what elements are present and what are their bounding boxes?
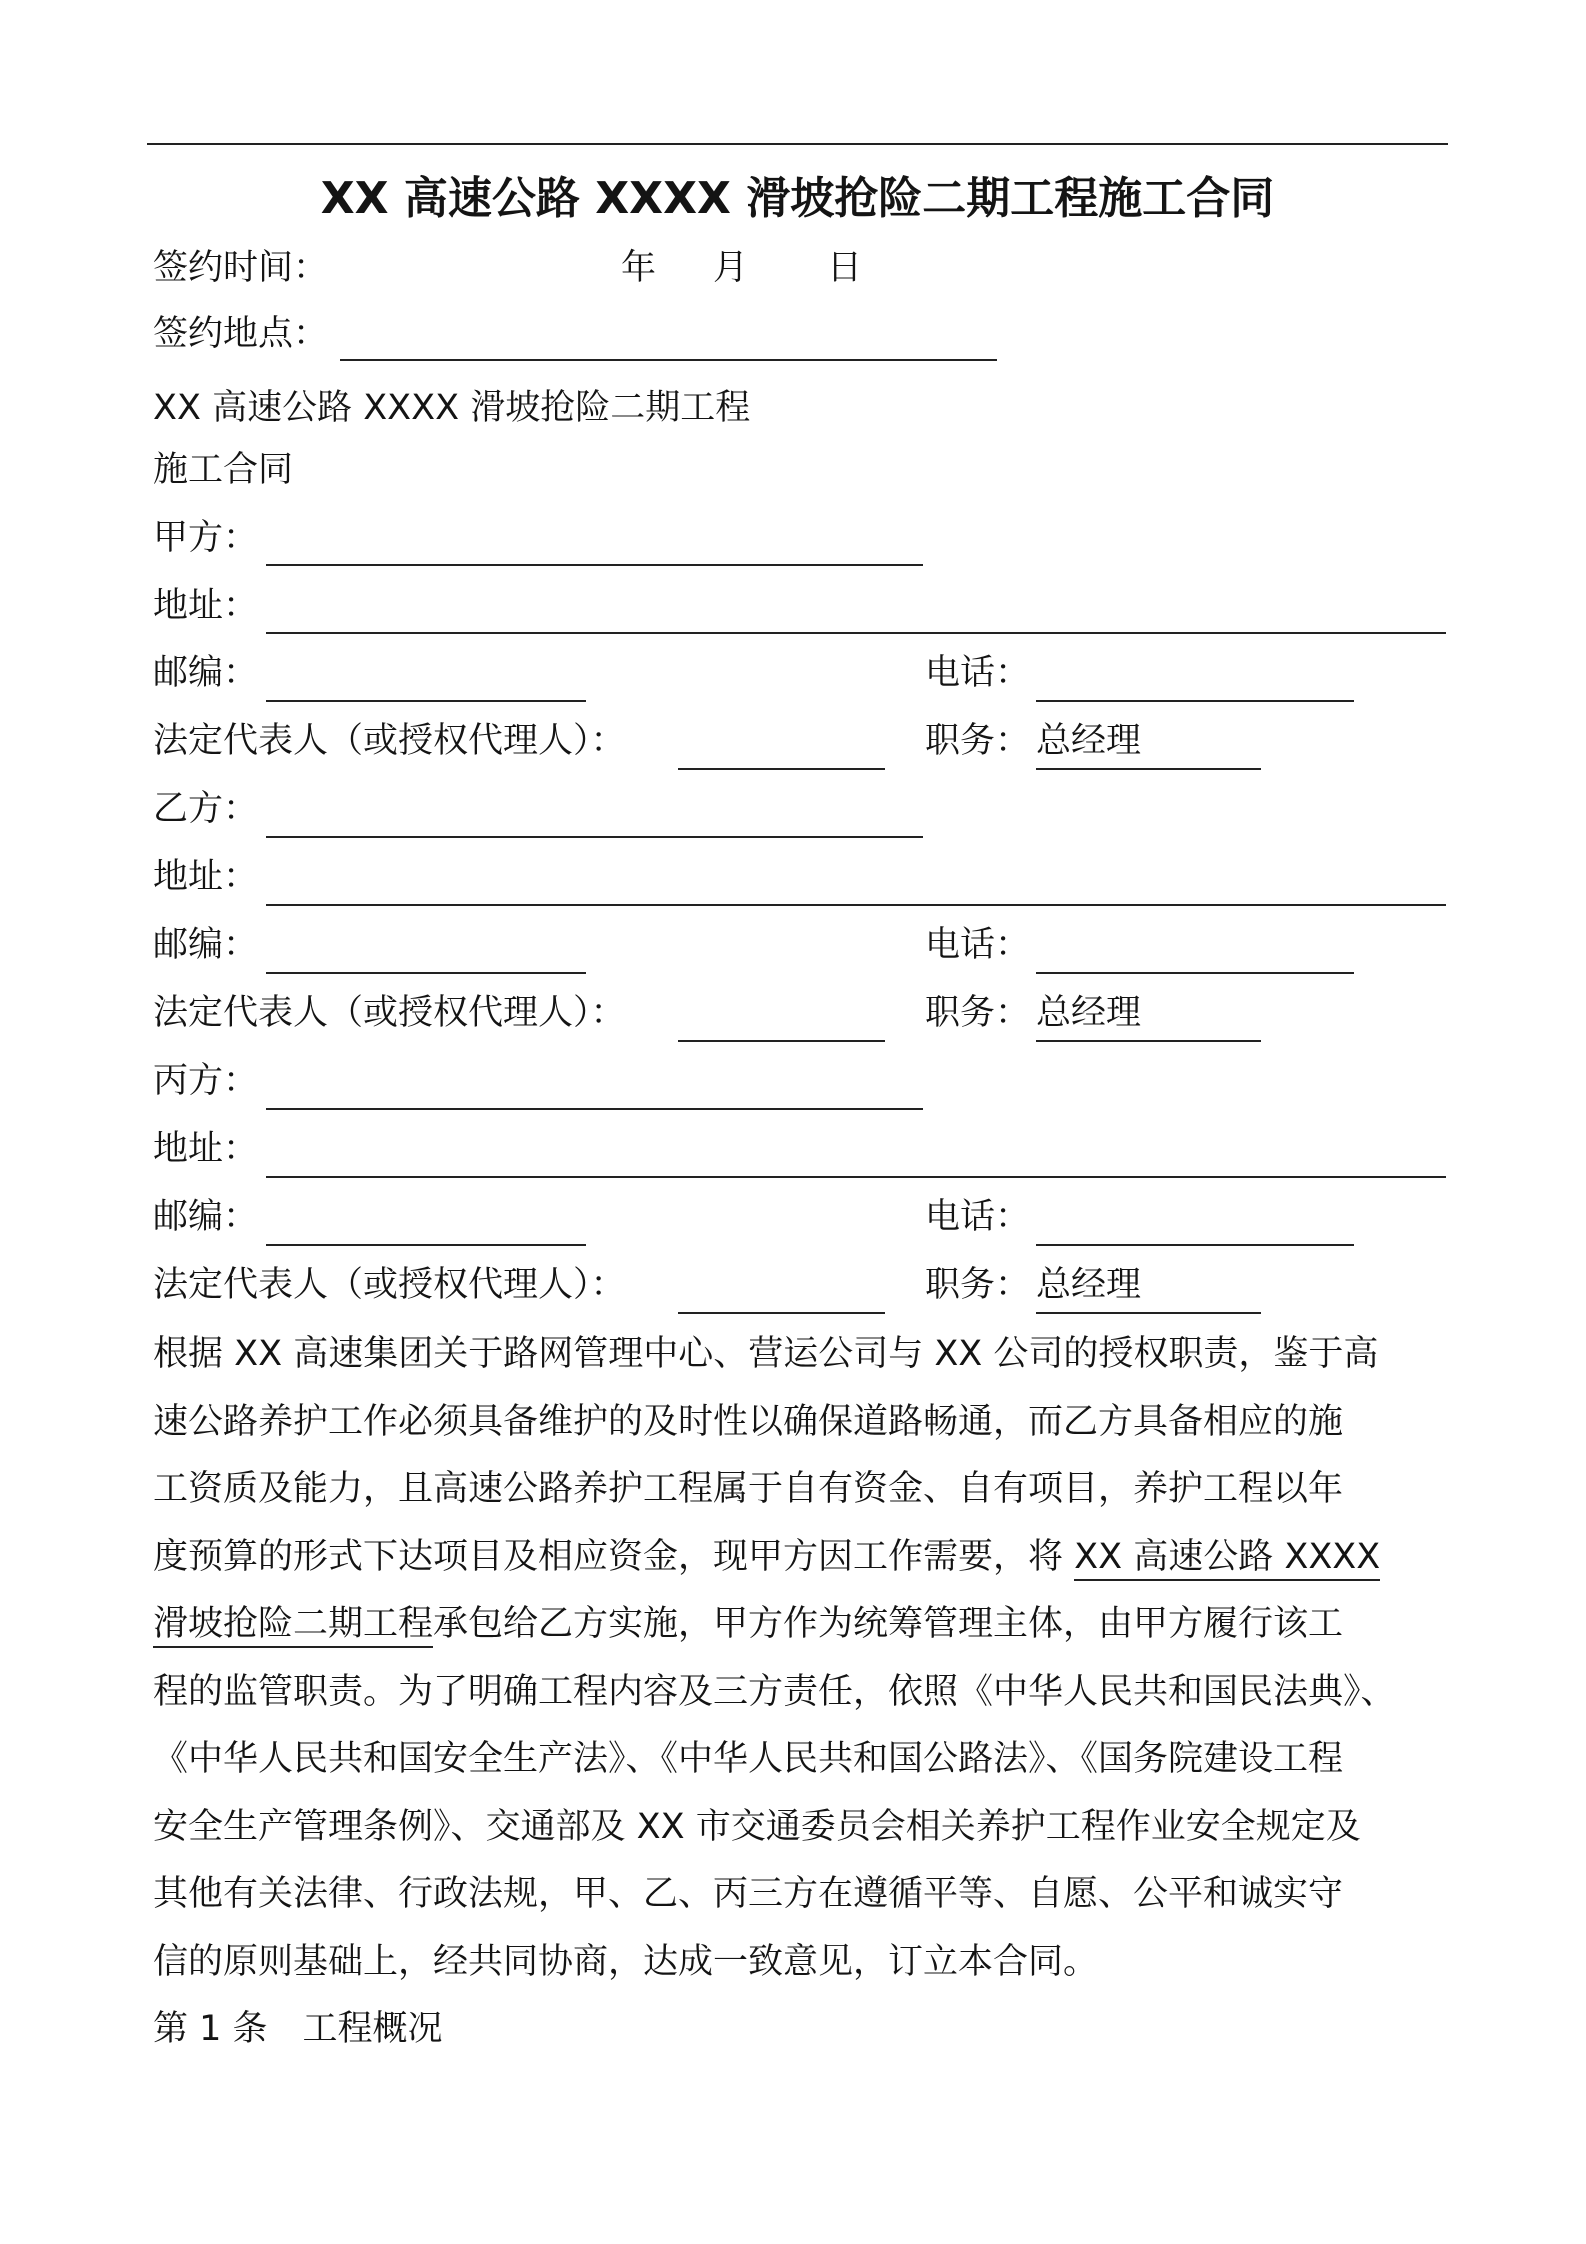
party-b-position-value: 总经理 [1036, 993, 1142, 1033]
party-a-postcode-label: 邮编： [153, 653, 259, 693]
body-line: 速公路养护工作必须具备维护的及时性以确保道路畅通，而乙方具备相应的施 [153, 1402, 1344, 1442]
party-a-position-blank [1036, 768, 1261, 770]
party-c-address-label: 地址： [153, 1129, 259, 1169]
body-text: 度预算的形式下达项目及相应资金，现甲方因工作需要，将 [153, 1537, 1075, 1577]
party-c-position-label: 职务： [925, 1265, 1031, 1305]
party-c-postcode-blank[interactable] [266, 1244, 586, 1246]
sign-month: 月 [713, 248, 749, 288]
party-a-blank[interactable] [266, 564, 923, 566]
party-a-rep-blank[interactable] [678, 768, 885, 770]
party-c-position-value: 总经理 [1036, 1265, 1142, 1305]
body-line: 其他有关法律、行政法规，甲、乙、丙三方在遵循平等、自愿、公平和诚实守 [153, 1874, 1344, 1914]
party-c-rep-label: 法定代表人（或授权代理人）： [153, 1265, 626, 1305]
party-b-address-label: 地址： [153, 857, 259, 897]
body-line [153, 1602, 1343, 1646]
party-a-postcode-blank[interactable] [266, 700, 586, 702]
party-b-postcode-label: 邮编： [153, 925, 259, 965]
party-a-address-blank[interactable] [266, 632, 1446, 634]
party-b-rep-blank[interactable] [678, 1040, 885, 1042]
party-b-rep-label: 法定代表人（或授权代理人）： [153, 993, 626, 1033]
body-line: 工资质及能力，且高速公路养护工程属于自有资金、自有项目，养护工程以年 [153, 1469, 1344, 1509]
party-b-position-blank [1036, 1040, 1261, 1042]
party-a-phone-label: 电话： [925, 653, 1031, 693]
party-a-position-label: 职务： [925, 721, 1031, 761]
party-c-postcode-label: 邮编： [153, 1197, 259, 1237]
party-c-phone-label: 电话： [925, 1197, 1031, 1237]
party-c-blank[interactable] [266, 1108, 923, 1110]
party-a-phone-blank[interactable] [1036, 700, 1354, 702]
sign-place-blank[interactable] [340, 359, 997, 361]
party-b-postcode-blank[interactable] [266, 972, 586, 974]
article-1-heading: 第 1 条 工程概况 [153, 2009, 443, 2049]
party-b-label: 乙方： [153, 789, 259, 829]
body-line: 程的监管职责。为了明确工程内容及三方责任，依照《中华人民共和国民法典》、 [153, 1672, 1396, 1712]
party-c-label: 丙方： [153, 1061, 259, 1101]
party-c-position-blank [1036, 1312, 1261, 1314]
party-c-address-blank[interactable] [266, 1176, 1446, 1178]
project-name-underlined: XX 高速公路 XXXX [1074, 1537, 1380, 1581]
sign-time-label: 签约时间： [153, 248, 329, 288]
party-a-position-value: 总经理 [1036, 721, 1142, 761]
sign-place-label: 签约地点： [153, 314, 329, 354]
party-c-phone-blank[interactable] [1036, 1244, 1354, 1246]
project-name-underlined: 滑坡抢险二期工程 [153, 1604, 433, 1648]
body-line: 信的原则基础上，经共同协商，达成一致意见，订立本合同。 [153, 1942, 1099, 1982]
body-line: 根据 XX 高速集团关于路网管理中心、营运公司与 XX 公司的授权职责，鉴于高 [153, 1334, 1379, 1374]
party-b-address-blank[interactable] [266, 904, 1446, 906]
sign-day: 日 [827, 248, 863, 288]
party-b-position-label: 职务： [925, 993, 1031, 1033]
project-name: XX 高速公路 XXXX 滑坡抢险二期工程 [153, 388, 751, 428]
document-title: XX 高速公路 XXXX 滑坡抢险二期工程施工合同 [320, 173, 1275, 224]
top-rule [147, 143, 1448, 145]
party-b-phone-label: 电话： [925, 925, 1031, 965]
party-b-phone-blank[interactable] [1036, 972, 1354, 974]
body-line: 安全生产管理条例》、交通部及 XX 市交通委员会相关养护工程作业安全规定及 [153, 1807, 1361, 1847]
party-b-blank[interactable] [266, 836, 923, 838]
party-a-rep-label: 法定代表人（或授权代理人）： [153, 721, 626, 761]
contract-name: 施工合同 [153, 450, 294, 490]
party-a-label: 甲方： [153, 518, 259, 558]
body-line: 《中华人民共和国安全生产法》、《中华人民共和国公路法》、《国务院建设工程 [153, 1739, 1344, 1779]
body-line [153, 1535, 1380, 1579]
sign-year: 年 [621, 248, 657, 288]
party-a-address-label: 地址： [153, 586, 259, 626]
body-text: 承包给乙方实施，甲方作为统筹管理主体，由甲方履行该工 [433, 1604, 1344, 1644]
party-c-rep-blank[interactable] [678, 1312, 885, 1314]
